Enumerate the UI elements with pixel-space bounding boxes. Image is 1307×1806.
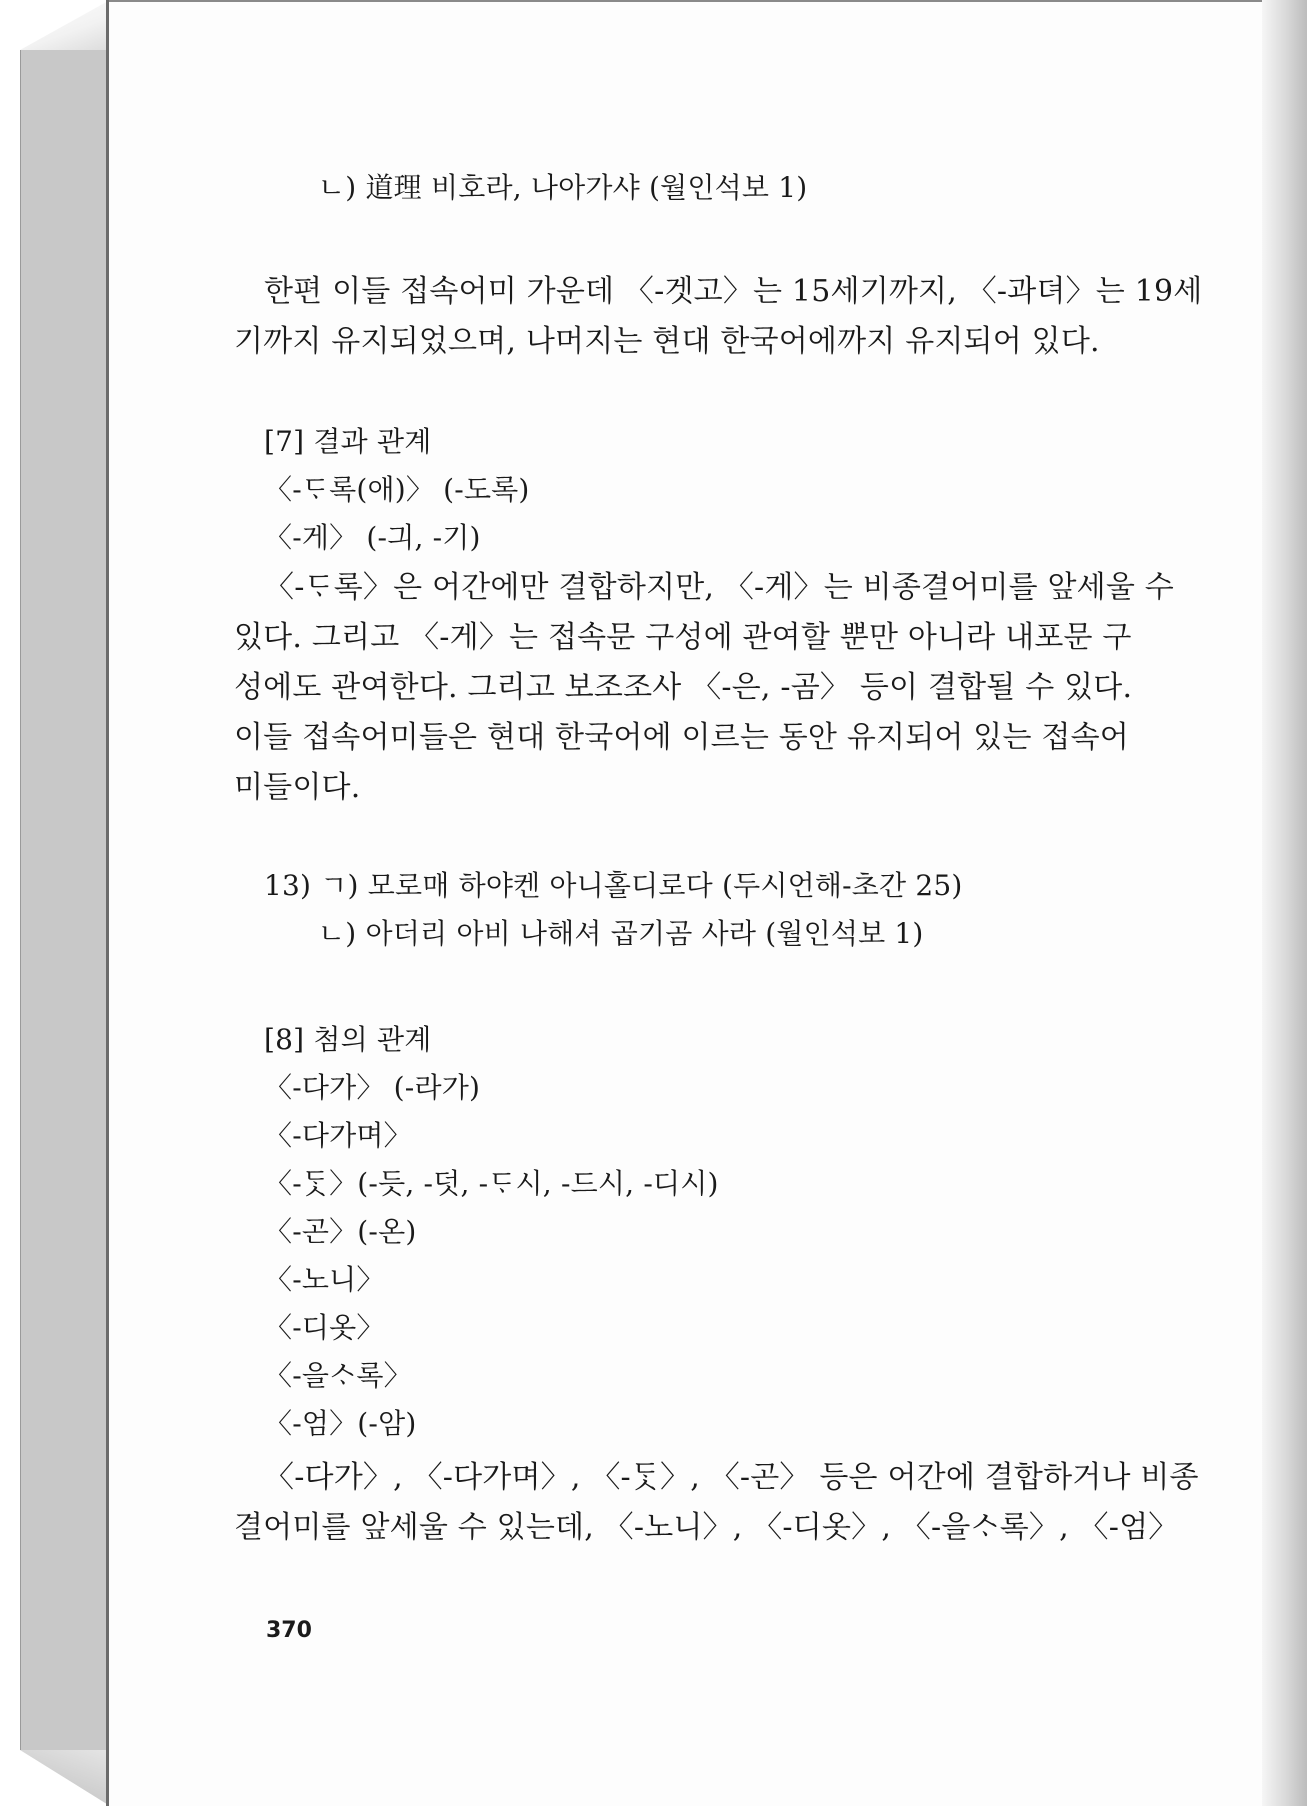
ending-item-eulsorok: 〈-을ᄉᆞ록〉 bbox=[264, 1359, 412, 1392]
page-right-shadow bbox=[1262, 0, 1307, 1806]
ending-item-ge: 〈-게〉 (-긔, -기) bbox=[264, 521, 481, 554]
page-left-edge bbox=[106, 0, 109, 1806]
paragraph-2-line-2: 있다. 그리고 〈-게〉는 접속문 구성에 관여할 뿐만 아니라 내포문 구 bbox=[234, 620, 1132, 655]
section-8-heading: [8] 첨의 관계 bbox=[264, 1023, 432, 1056]
example-13-b: ㄴ) 아더리 아비 나해셔 곱기곰 사라 (월인석보 1) bbox=[318, 917, 924, 950]
page-number: 370 bbox=[266, 1618, 312, 1643]
book-spine bbox=[20, 50, 109, 1750]
ending-item-daga: 〈-다가〉 (-라가) bbox=[264, 1071, 481, 1104]
ending-item-dagamyeo: 〈-다가며〉 bbox=[264, 1119, 412, 1152]
ending-item-gon: 〈-곤〉(-온) bbox=[264, 1215, 417, 1248]
paragraph-3-line-2: 결어미를 앞세울 수 있는데, 〈-노니〉, 〈-디옷〉, 〈-을ᄉᆞ록〉, 〈-엄〉 bbox=[234, 1510, 1179, 1545]
ending-item-dorok: 〈-ᄃᆞ록(애)〉 (-도록) bbox=[264, 473, 530, 506]
paragraph-1-line-1: 한편 이들 접속어미 가운데 〈-겟고〉는 15세기까지, 〈-과뎌〉는 19세 bbox=[264, 274, 1203, 309]
book-spine-top bbox=[20, 0, 110, 50]
paragraph-3-line-1: 〈-다가〉, 〈-다가며〉, 〈-ᄃᆞᆺ〉, 〈-곤〉 등은 어간에 결합하거나 비종 bbox=[264, 1460, 1199, 1495]
ending-item-dat: 〈-ᄃᆞᆺ〉(-듯, -덧, -ᄃᆞ시, -드시, -디시) bbox=[264, 1167, 719, 1200]
ending-item-diot: 〈-디옷〉 bbox=[264, 1311, 385, 1344]
ending-item-noni: 〈-노니〉 bbox=[264, 1263, 385, 1296]
example-13-a: 13) ㄱ) 모로매 하야켄 아니홀디로다 (두시언해-초간 25) bbox=[264, 869, 963, 902]
paragraph-2-line-1: 〈-ᄃᆞ록〉은 어간에만 결합하지만, 〈-게〉는 비종결어미를 앞세울 수 bbox=[264, 570, 1174, 605]
ending-item-eom: 〈-엄〉(-암) bbox=[264, 1407, 417, 1440]
book-spine-bottom bbox=[20, 1750, 110, 1806]
paragraph-1-line-2: 기까지 유지되었으며, 나머지는 현대 한국어에까지 유지되어 있다. bbox=[234, 324, 1100, 359]
paragraph-2-line-4: 이들 접속어미들은 현대 한국어에 이르는 동안 유지되어 있는 접속어 bbox=[234, 720, 1129, 755]
paragraph-2-line-3: 성에도 관여한다. 그리고 보조조사 〈-은, -곰〉 등이 결합될 수 있다. bbox=[234, 670, 1133, 705]
section-7-heading: [7] 결과 관계 bbox=[264, 425, 432, 458]
example-12-b: ㄴ) 道理 비호라, 나아가샤 (월인석보 1) bbox=[318, 171, 808, 204]
paragraph-2-line-5: 미들이다. bbox=[234, 770, 361, 805]
